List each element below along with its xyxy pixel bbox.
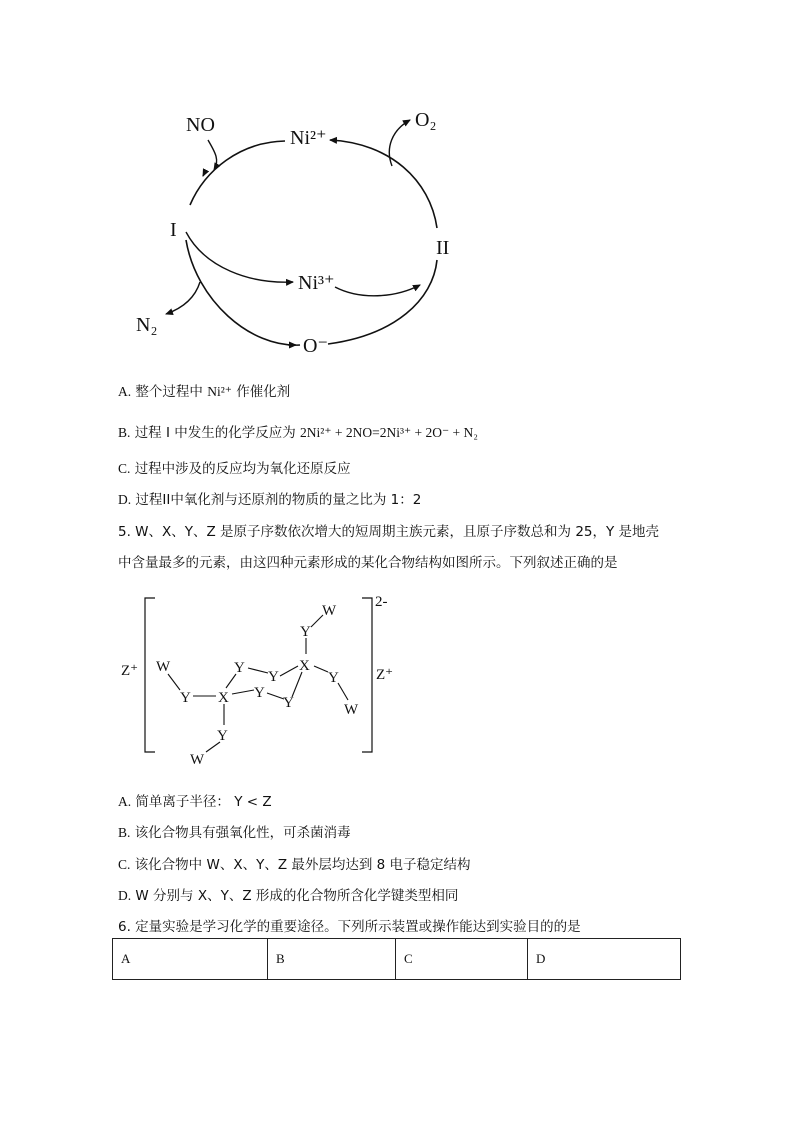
atom-w: W bbox=[322, 603, 337, 619]
ni3-to-ii-arrow bbox=[335, 285, 420, 296]
table-header-b[interactable]: B bbox=[268, 939, 396, 980]
arrow-to-i bbox=[203, 172, 205, 176]
charge-label: 2- bbox=[375, 594, 388, 610]
option-label: A. bbox=[118, 384, 132, 399]
option-text: 整个过程中 bbox=[135, 384, 208, 400]
option-text: 过程中涉及的反应均为氧化还原反应 bbox=[134, 461, 351, 477]
i-label: I bbox=[170, 219, 177, 241]
option-text: 过程 I 中发生的化学反应为 bbox=[134, 425, 301, 441]
atom-y: Y bbox=[180, 690, 191, 706]
atom-x: X bbox=[218, 690, 229, 706]
atom-y: Y bbox=[217, 728, 228, 744]
q5-stem-line-1: 5. W、X、Y、Z 是原子序数依次增大的短周期主族元素，且原子序数总和为 25，Y 是地壳 bbox=[118, 524, 660, 540]
option-label: B. bbox=[118, 825, 131, 840]
cycle-arc-bottom bbox=[328, 260, 437, 344]
q5-stem-line-2: 中含量最多的元素，由这四种元素形成的某化合物结构如图所示。下列叙述正确的是 bbox=[118, 555, 618, 571]
q5-option-b[interactable] bbox=[118, 821, 351, 841]
ni2-formula: Ni²⁺ bbox=[207, 384, 232, 399]
cycle-arc-left-lower bbox=[186, 240, 300, 345]
option-text: 该化合物中 W、X、Y、Z 最外层均达到 8 电子稳定结构 bbox=[134, 857, 471, 873]
option-text: 该化合物具有强氧化性，可杀菌消毒 bbox=[134, 825, 351, 841]
q4-option-a[interactable] bbox=[118, 380, 290, 400]
ni3-label: Ni³⁺ bbox=[298, 272, 335, 294]
table-header-a[interactable]: A bbox=[113, 939, 268, 980]
atom-x: X bbox=[299, 658, 310, 674]
option-text: W 分别与 X、Y、Z 形成的化合物所含化学键类型相同 bbox=[135, 888, 459, 904]
q5-structure-diagram bbox=[115, 588, 415, 768]
option-label: C. bbox=[118, 461, 131, 476]
atom-y: Y bbox=[268, 669, 279, 685]
atom-y: Y bbox=[254, 685, 265, 701]
atom-y: Y bbox=[300, 624, 311, 640]
q5-option-d[interactable] bbox=[118, 884, 458, 904]
q6-answer-table bbox=[112, 938, 681, 980]
bonds bbox=[168, 615, 348, 752]
i-to-ni3-arrow bbox=[186, 232, 293, 282]
table-header-d[interactable]: D bbox=[528, 939, 681, 980]
q4-option-c[interactable] bbox=[118, 457, 351, 477]
option-text: 简单离子半径： Y < Z bbox=[135, 794, 272, 810]
option-text: 作催化剂 bbox=[231, 384, 291, 400]
option-label: B. bbox=[118, 425, 131, 440]
atom-y: Y bbox=[283, 695, 294, 711]
ii-label: II bbox=[436, 237, 450, 259]
reaction-equation: 2Ni²⁺ + 2NO=2Ni³⁺ + 2O⁻ + N₂ bbox=[300, 425, 478, 440]
catalytic-cycle-diagram bbox=[120, 100, 480, 365]
atom-y: Y bbox=[234, 660, 245, 676]
option-label: D. bbox=[118, 888, 132, 903]
q4-option-d[interactable] bbox=[118, 488, 421, 508]
right-bracket bbox=[362, 598, 372, 752]
left-bracket bbox=[145, 598, 155, 752]
table-row bbox=[113, 939, 681, 980]
q5-option-c[interactable] bbox=[118, 853, 471, 873]
atom-z-right: Z⁺ bbox=[376, 667, 394, 683]
table-header-c[interactable]: C bbox=[396, 939, 528, 980]
cycle-arc-right bbox=[330, 140, 437, 228]
no-input-arrow bbox=[208, 140, 217, 170]
option-text: 过程II中氧化剂与还原剂的物质的量之比为 1：2 bbox=[135, 492, 422, 508]
o-minus-label: O⁻ bbox=[303, 335, 328, 357]
atom-w: W bbox=[344, 702, 359, 718]
q5-option-a[interactable] bbox=[118, 790, 272, 810]
q4-option-b[interactable] bbox=[118, 421, 478, 441]
o2-label: O₂ bbox=[415, 109, 437, 131]
option-label: C. bbox=[118, 857, 131, 872]
option-label: D. bbox=[118, 492, 132, 507]
option-label: A. bbox=[118, 794, 132, 809]
atom-y: Y bbox=[328, 670, 339, 686]
atom-z-left: Z⁺ bbox=[121, 663, 139, 679]
n2-label: N₂ bbox=[136, 314, 158, 336]
ni2-label: Ni²⁺ bbox=[290, 127, 327, 149]
q6-stem: 6. 定量实验是学习化学的重要途径。下列所示装置或操作能达到实验目的的是 bbox=[118, 919, 581, 935]
atom-w: W bbox=[190, 752, 205, 768]
n2-output-arrow bbox=[166, 282, 200, 314]
no-label: NO bbox=[186, 114, 215, 136]
atom-w: W bbox=[156, 659, 171, 675]
